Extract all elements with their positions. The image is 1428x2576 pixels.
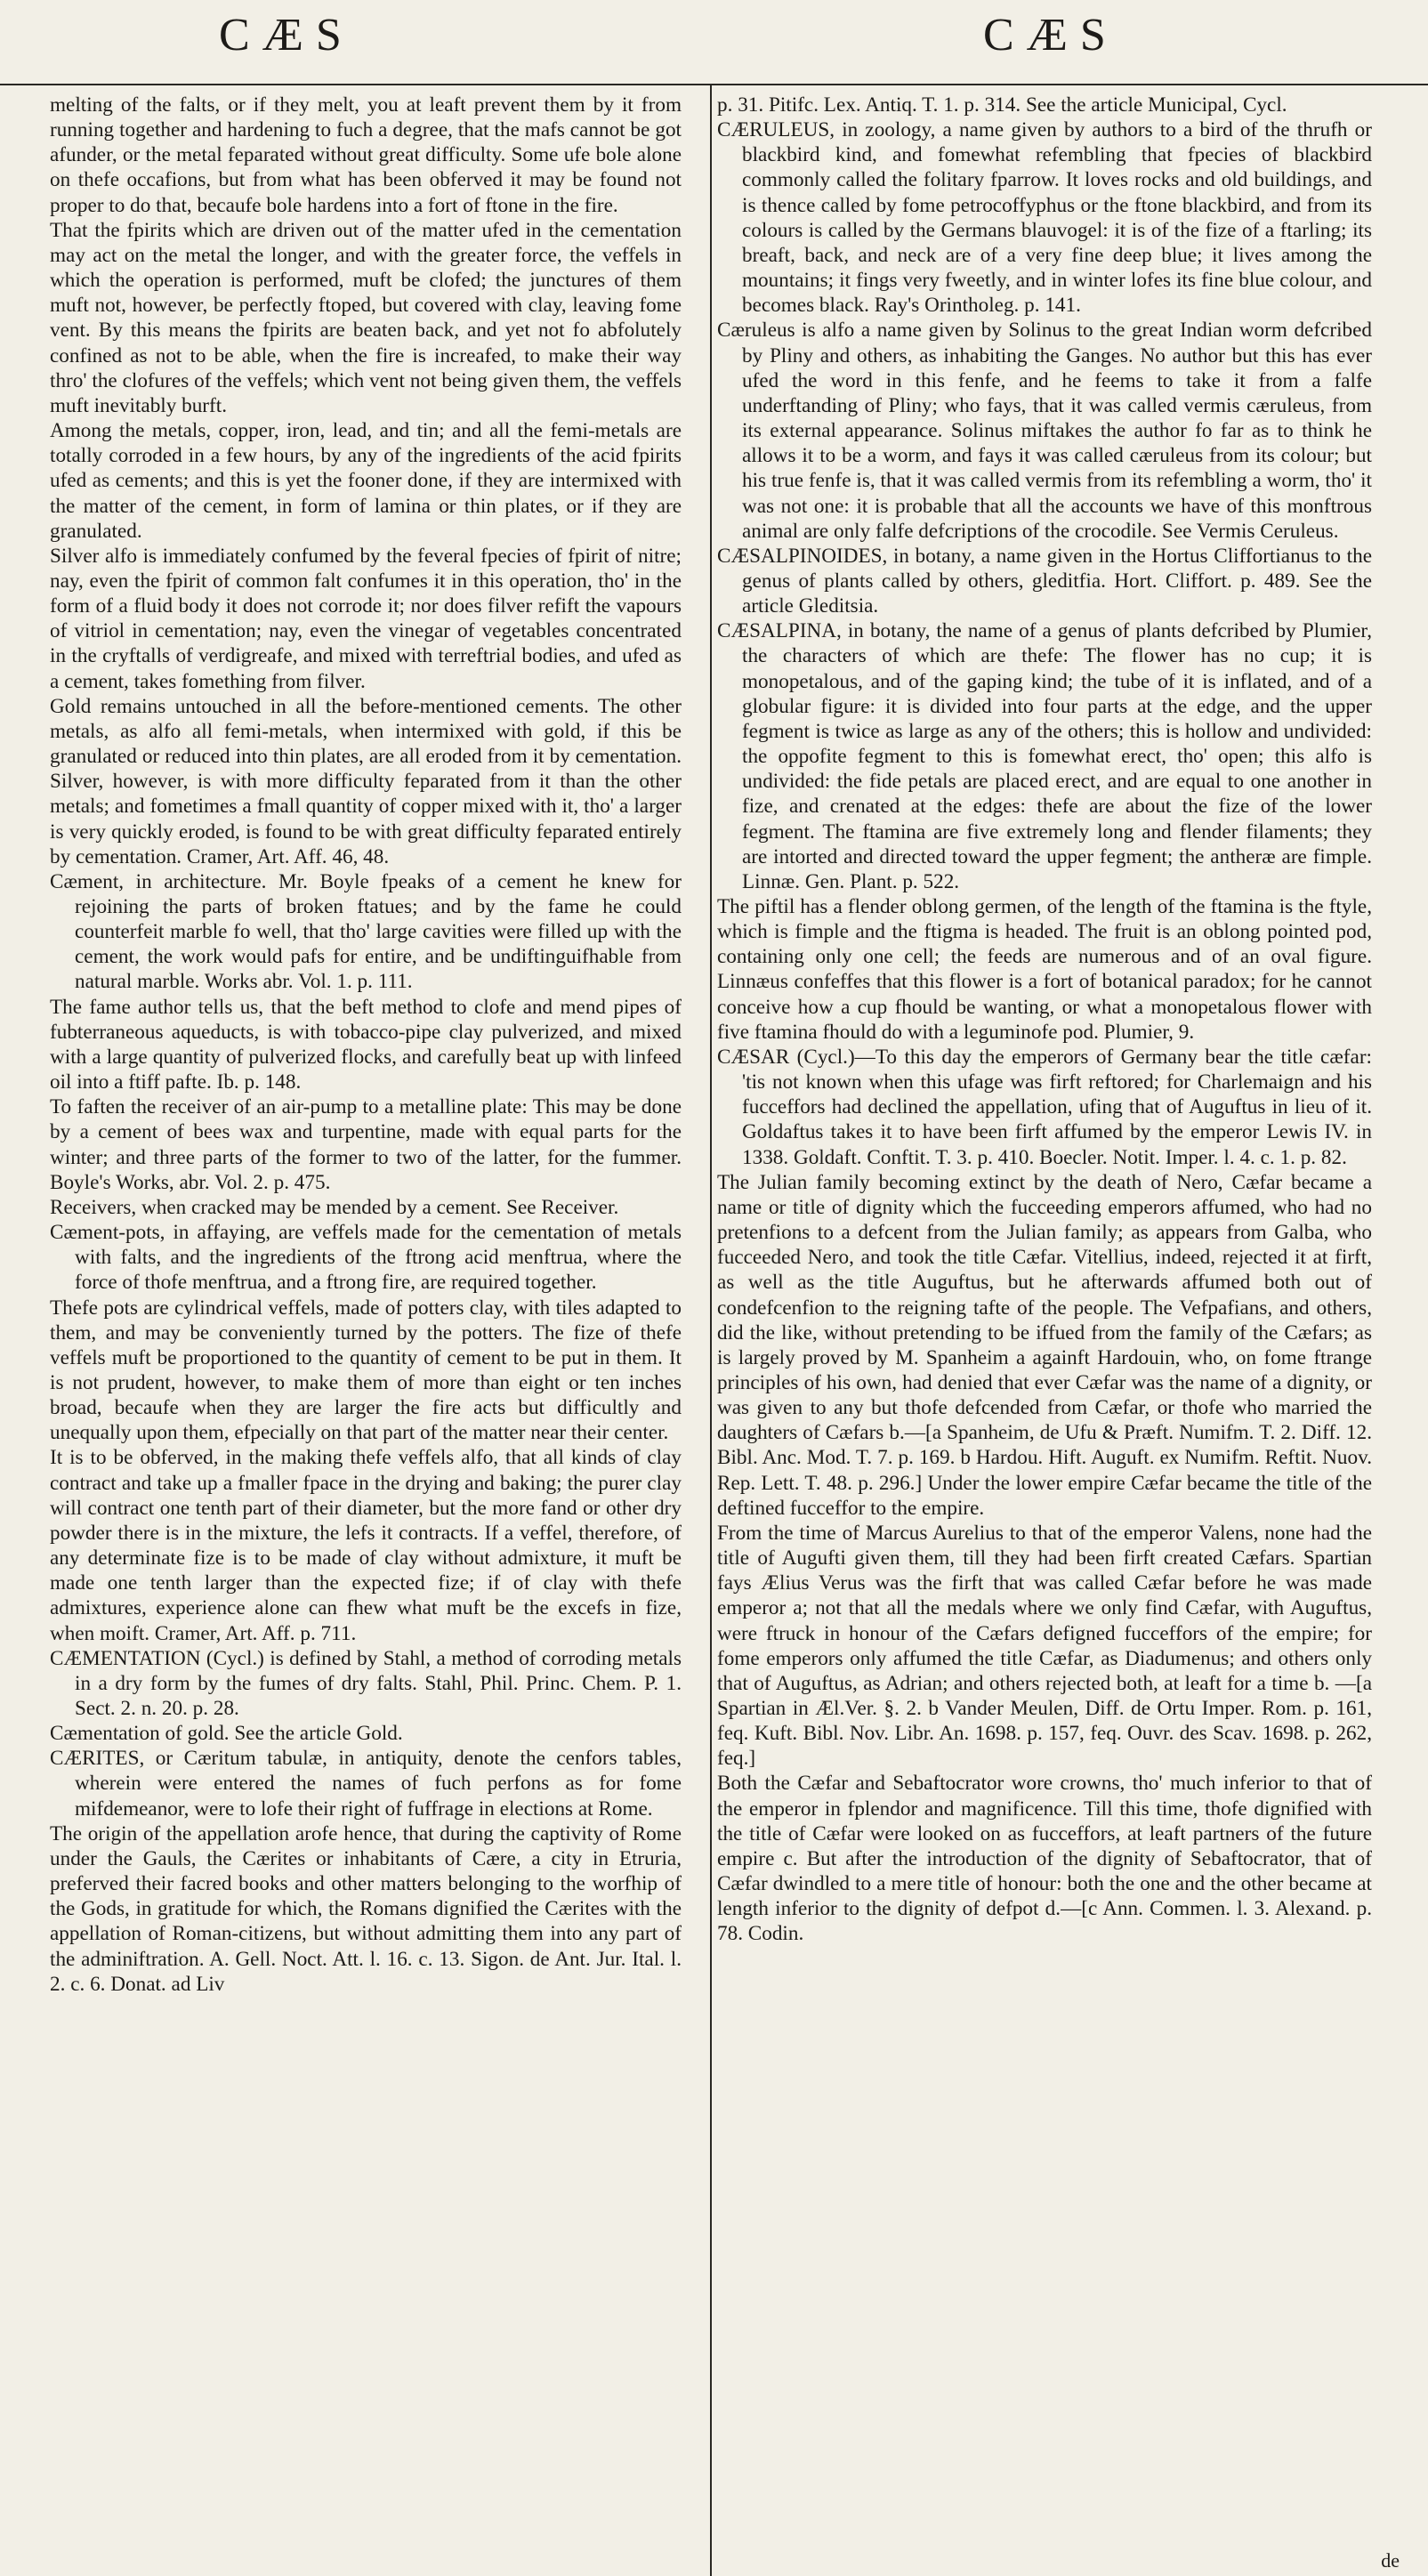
entry-caementation-of-gold: Cæmentation of gold. See the article Gold. <box>50 1722 403 1746</box>
entry-caesar: CÆSAR (Cycl.)—To this day the emperors of Germany bear the title cæfar: 'tis not known when this ufage was firft reftored; for Charlemaign and his fucceffors had declined the appellation, ufing that of Auguftus in lieu of it. Goldaftus takes it to have been firft affumed by the emperor Lewis IV. in 1338. Goldaft. Conftit. T. 3. p. 410. Boecler. Notit. Imper. l. 4. c. 1. p. 82. <box>717 1045 1372 1169</box>
paragraph: The origin of the appellation arofe hence, that during the captivity of Rome under the Gauls, the Cærites or inhabitants of Cære, a city in Etruria, preferved their facred books and other matters belonging to the worfhip of the Gods, in gratitude for which, the Romans dignified the Cærites with the appellation of Roman-citizens, but without admitting them into any part of the adminiftration. A. Gell. Noct. Att. l. 16. c. 13. Sigon. de Ant. Jur. Ital. l. 2. c. 6. Donat. ad Liv <box>50 1821 682 1996</box>
paragraph: The fame author tells us, that the beft method to clofe and mend pipes of fubterraneous aqueducts, is with tobacco-pipe clay pulverized, and mixed with a large quantity of pulverized flocks, and carefully beat up with linfeed oil into a ftiff pafte. Ib. p. 148. <box>50 995 682 1094</box>
running-head-left: CÆS <box>219 10 354 61</box>
entry-caement-pots: Cæment-pots, in affaying, are veffels made for the cementation of metals with falts, and the ingredients of the ftrong acid menftrua, where the force of thofe menftrua, and a ftrong fire, are required together. <box>50 1221 682 1295</box>
entry-caesalpinoides: CÆSALPINOIDES, in botany, a name given in the Hortus Cliffortianus to the genus of plants called by others, gleditfia. Hort. Cliffort. p. 489. See the article Gleditsia. <box>717 544 1372 618</box>
left-column <box>50 93 682 1997</box>
paragraph: To faften the receiver of an air-pump to a metalline plate: This may be done by a cement of bees wax and turpentine, made with equal parts for the winter; and three parts of the former to two of the latter, for the fummer. Boyle's Works, abr. Vol. 2. p. 475. <box>50 1095 682 1194</box>
entry-caesalpina: CÆSALPINA, in botany, the name of a genus of plants defcribed by Plumier, the characters of which are thefe: The flower has no cup; it is monopetalous, and of the gaping kind; the tube of it is inflated, and of a globular figure: it is divided into four parts at the edge, and the upper fegment is twice as large as any of the others; this is hollow and undivided: the oppofite fegment to this is fomewhat erect, tho' open; this alfo is undivided: the fide petals are placed erect, and are equal to one another in fize, and crenated at the edges: thefe are about the fize of the lower fegment. The ftamina are five extremely long and flender filaments; they are intorted and directed toward the upper fegment; the antheræ are fimple. Linnæ. Gen. Plant. p. 522. <box>717 619 1372 893</box>
paragraph: The piftil has a flender oblong germen, of the length of the ftamina is the ftyle, which is fimple and the ftigma is headed. The fruit is an oblong pointed pod, containing only one cell; the feeds are numerous and of an oval figure. Linnæus confeffes that this flower is a fort of botanical paradox; for he cannot conceive how a cup fhould be wanting, or what a monopetalous flower with five ftamina fhould do with a leguminofe pod. Plumier, 9. <box>717 895 1372 1044</box>
entry-caeruleus: CÆRULEUS, in zoology, a name given by authors to a bird of the thrufh or blackbird kind, and fomewhat refembling that fpecies of blackbird commonly called the folitary fparrow. It loves rocks and old buildings, and is thence called by fome petrocoffyphus or the ftone blackbird, and from its colours is called by the Germans blauvogel: it is of the fize of a ftarling; its breaft, back, and neck are of a very fine deep blue; it lives among the mountains; it fings very fweetly, and in winter lofes its fine blue colour, and becomes black. Ray's Orintholeg. p. 141. <box>717 118 1372 318</box>
paragraph: It is to be obferved, in the making thefe veffels alfo, that all kinds of clay contract and take up a fmaller fpace in the drying and baking; the purer clay will contract one tenth part of their diameter, but the more fand or other dry powder there is in the mixture, the lefs it contracts. If a veffel, therefore, of any determinate fize is to be made of clay without admixture, it muft be made one tenth larger than the expected fize; if of clay with thefe admixtures, experience alone can fhew what muft be the excefs in fize, when moift. Cramer, Art. Aff. p. 711. <box>50 1446 682 1645</box>
entry-caeruleus-worm: Cæruleus is alfo a name given by Solinus to the great Indian worm defcribed by Pliny and others, as inhabiting the Ganges. No author but this has ever ufed the word in this fenfe, and he feems to take it from a falfe underftanding of Pliny; who fays, that it was called vermis cæruleus, from its external appearance. Solinus miftakes the author fo far as to think he allows it to be a worm, and fays it was called cæruleus from its colour; but his true fenfe is, that it was called vermis from its refembling a worm, tho' it was not one: it is probable that all the accounts we have of this monftrous animal are only falfe defcriptions of the crocodile. See Vermis Ceruleus. <box>717 319 1372 543</box>
paragraph: Receivers, when cracked may be mended by a cement. See Receiver. <box>50 1195 619 1219</box>
paragraph: Both the Cæfar and Sebaftocrator wore crowns, tho' much inferior to that of the emperor in fplendor and magnificence. Till this time, thofe dignified with the title of Cæfar were looked on as fucceffors, at leaft partners of the future empire c. But after the introduction of the dignity of Sebaftocrator, that of Cæfar dwindled to a mere title of honour: both the one and the other became at length inferior to the dignity of defpot d.—[c Ann. Commen. l. 3. Alexand. p. 78. Codin. <box>717 1772 1372 1946</box>
paragraph: Gold remains untouched in all the before-mentioned cements. The other metals, as alfo all femi-metals, when intermixed with gold, if this be granulated or reduced into thin plates, are all eroded from it by cementation. Silver, however, is with more difficulty feparated from it than the other metals; and fometimes a fmall quantity of copper mixed with it, tho' a larger is very quickly eroded, is found to be with great difficulty feparated entirely by cementation. Cramer, Art. Aff. 46, 48. <box>50 694 682 868</box>
paragraph: Among the metals, copper, iron, lead, and tin; and all the femi-metals are totally corroded in a few hours, by any of the ingredients of the acid fpirits ufed as cements; and this is yet the fooner done, if they are intermixed with the matter of the cement, in form of lamina or thin plates, or if they are granulated. <box>50 419 682 543</box>
paragraph: The Julian family becoming extinct by the death of Nero, Cæfar became a name or title of dignity which the fucceeding emperors affumed, who had no pretenfions to a defcent from the Julian family; as appears from Galba, who fucceeded Nero, and took the title Cæfar. Vitellius, indeed, rejected it at firft, as well as the title Auguftus, but he afterwards affumed both out of condefcenfion to the reigning tafte of the people. The Vefpafians, and others, did the like, without pretending to be iffued from the family of the Cæfars; as is largely proved by M. Spanheim a againft Hardouin, who, on fome ftrange principles of his own, had denied that ever Cæfar was the name of a dignity, or was given to any but thofe defcended from Cæfar, or thofe who married the daughters of Cæfars b.—[a Spanheim, de Ufu & Præft. Numifm. T. 2. Diff. 12. Bibl. Anc. Mod. T. 7. p. 169. b Hardou. Hift. Auguft. ex Numifm. Reftit. Nuov. Rep. Lett. T. 48. p. 296.] Under the lower empire Cæfar became the title of the deftined fucceffor to the empire. <box>717 1170 1372 1520</box>
running-head-right: CÆS <box>983 10 1118 61</box>
entry-caement: Cæment, in architecture. Mr. Boyle fpeaks of a cement he knew for rejoining the parts of broken ftatues; and by the fame he could counterfeit marble fo well, that tho' large cavities were filled up with the cement, the work would pafs for entire, and be undiftinguifhable from natural marble. Works abr. Vol. 1. p. 111. <box>50 869 682 994</box>
catchword: de <box>1381 2549 1400 2572</box>
right-column <box>717 93 1372 1947</box>
entry-caerites: CÆRITES, or Cæritum tabulæ, in antiquity, denote the cenfors tables, wherein were entered the names of fuch perfons as for fome mifdemeanor, were to lofe their right of fuffrage in elections at Rome. <box>50 1747 682 1821</box>
paragraph: Thefe pots are cylindrical veffels, made of potters clay, with tiles adapted to them, and may be conveniently turned by the potters. The fize of thefe veffels muft be proportioned to the quantity of cement to be put in them. It is not prudent, however, to make them of more than eight or ten inches broad, becaufe when they are larger the fire acts but difficultly and unequally upon them, efpecially on that part of the matter near their center. <box>50 1296 682 1445</box>
paragraph: p. 31. Pitifc. Lex. Antiq. T. 1. p. 314. See the article Municipal, Cycl. <box>717 93 1287 117</box>
paragraph: melting of the falts, or if they melt, you at leaft prevent them by it from running together and hardening to fuch a degree, that the mafs cannot be got afunder, or the metal feparated without great difficulty. Some ufe bole alone on thefe occafions, but from what has been obferved it may be found not proper to do that, becaufe bole hardens into a fort of ftone in the fire. <box>50 93 682 217</box>
paragraph: From the time of Marcus Aurelius to that of the emperor Valens, none had the title of Augufti given them, till they had been firft created Cæfars. Spartian fays Ælius Verus was the firft that was called Cæfar before he was made emperor a; not that all the medals where we only find Cæfar, with Auguftus, were ftruck in honour of the Cæfars defigned fucceffors of the empire; for fome emperors only affumed the title Cæfar, as Diadumenus; and others only that of Auguftus, as Adrian; and others rejected both, at leaft for a time b. —[a Spartian in Æl.Ver. §. 2. b Vander Meulen, Diff. de Ortu Imper. Rom. p. 161, feq. Kuft. Bibl. Nov. Libr. An. 1698. p. 157, feq. Ouvr. des Scav. 1698. p. 262, feq.] <box>717 1521 1372 1771</box>
header-rule <box>0 84 1428 85</box>
paragraph: Silver alfo is immediately confumed by the feveral fpecies of fpirit of nitre; nay, even the fpirit of common falt confumes it in this operation, tho' in the form of a fluid body it does not corrode it; nor does filver refift the vapours of vitriol in cementation; nay, even the vinegar of vegetables concentrated in the cryftalls of verdigreafe, and mixed with terreftrial bodies, and ufed as a cement, takes fomething from filver. <box>50 544 682 693</box>
paragraph: That the fpirits which are driven out of the matter ufed in the cementation may act on the metal the longer, and with the greater force, the veffels in which the operation is performed, muft be clofed; the junctures of them muft not, however, be perfectly ftoped, but covered with clay, leaving fome vent. By this means the fpirits are beaten back, and yet not fo abfolutely confined as not to be able, when the fire is increafed, to make their way thro' the clofures of the veffels; which vent not being given them, the veffels muft inevitably burft. <box>50 218 682 417</box>
entry-caementation: CÆMENTATION (Cycl.) is defined by Stahl, a method of corroding metals in a dry form by the fumes of dry falts. Stahl, Phil. Princ. Chem. P. 1. Sect. 2. n. 20. p. 28. <box>50 1646 682 1720</box>
column-divider <box>710 84 712 2576</box>
